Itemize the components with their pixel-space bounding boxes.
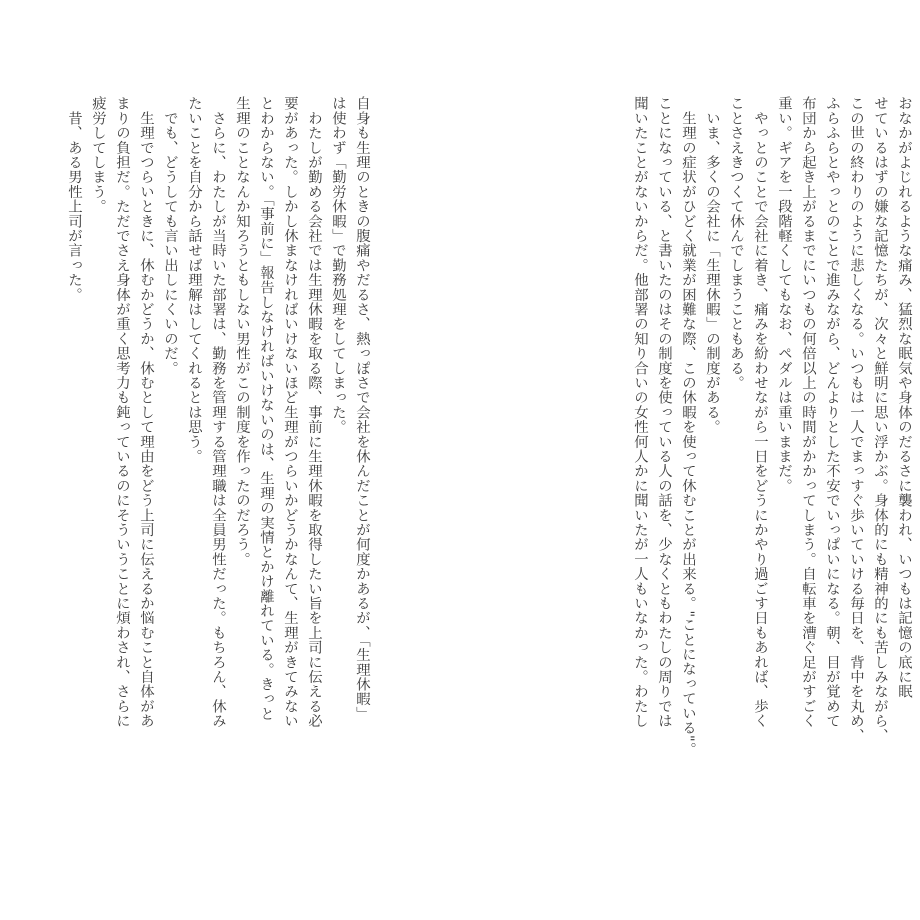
- text-line: は使わず「勤労休暇」で勤務処理をしてしまった。: [330, 96, 346, 435]
- text-line: ことさえきつくて休んでしまうこともある。: [728, 96, 744, 390]
- text-line: 生理の症状がひどく就業が困難な際、この休暇を使って休むことが出来る。"ことになっている"。: [680, 96, 696, 757]
- text-line: 布団から起き上がるまでにいつもの何倍以上の時間がかかってしまう。自転車を漕ぐ足がすごく: [800, 96, 816, 729]
- text-line: 聞いたことがないからだ。他部署の知り合いの女性何人かに聞いたが一人もいなかった。わたし: [632, 96, 648, 729]
- text-line: おなかがよじれるような痛み、猛烈な眠気や身体のだるさに襲われ、いつもは記憶の底に眠: [896, 96, 912, 699]
- text-line: やっとのことで会社に着き、痛みを紛わせながら一日をどうにかやり過ごす日もあれば、歩く: [752, 96, 768, 729]
- text-line: 生理でつらいときに、休むかどうか、休むとして理由をどう上司に伝えるか悩むこと自体があ: [138, 96, 154, 729]
- text-line: 自身も生理のときの腹痛やだるさ、熱っぽさで会社を休んだことが何度かあるが、「生理休暇」: [354, 96, 370, 721]
- text-line: でも、どうしても言い出しにくいのだ。: [162, 96, 178, 376]
- text-line: わたしが勤める会社では生理休暇を取る際、事前に生理休暇を取得したい旨を上司に伝える必: [306, 96, 322, 729]
- text-line: 重い。ギアを一段階軽くしてもなお、ペダルは重いままだ。: [776, 96, 792, 493]
- text-line: たいことを自分から話せば理解はしてくれるとは思う。: [186, 96, 202, 464]
- text-line: 昔、ある男性上司が言った。: [66, 96, 82, 302]
- text-line: とわからない。「事前に」報告しなければいけないのは、生理の実情とかけ離れている。きっと: [258, 96, 274, 721]
- text-line: せているはずの嫌な記憶たちが、次々と鮮明に思い浮かぶ。身体的にも精神的にも苦しみながら、: [872, 96, 888, 743]
- text-line: 疲労してしまう。: [90, 96, 106, 214]
- right-page-text: [628, 96, 916, 876]
- text-line: 要があった。しかし休まなければいけないほど生理がつらいかどうかなんて、生理がきてみない: [282, 96, 298, 729]
- text-line: この世の終わりのように悲しくなる。いつもは一人でまっすぐ歩いていける毎日を、背中を丸め、: [848, 96, 864, 743]
- text-line: さらに、わたしが当時いた部署は、勤務を管理する管理職は全員男性だった。もちろん、休み: [210, 96, 226, 729]
- text-line: 生理のことなんか知ろうともしない男性がこの制度を作ったのだろう。: [234, 96, 250, 567]
- text-line: まりの負担だ。ただでさえ身体が重く思考力も鈍っているのにそういうことに煩わされ、さらに: [114, 96, 130, 729]
- text-line: ことになっている、と書いたのはその制度を使っている人の話を、少なくともわたしの周りでは: [656, 96, 672, 729]
- right-page: [460, 0, 920, 920]
- text-line: いま、多くの会社に「生理休暇」の制度がある。: [704, 96, 720, 435]
- text-line: ふらふらとやっとのことで進みながら、どんよりとした不安でいっぱいになる。朝、目が覚めて: [824, 96, 840, 729]
- left-page-text: [62, 96, 374, 876]
